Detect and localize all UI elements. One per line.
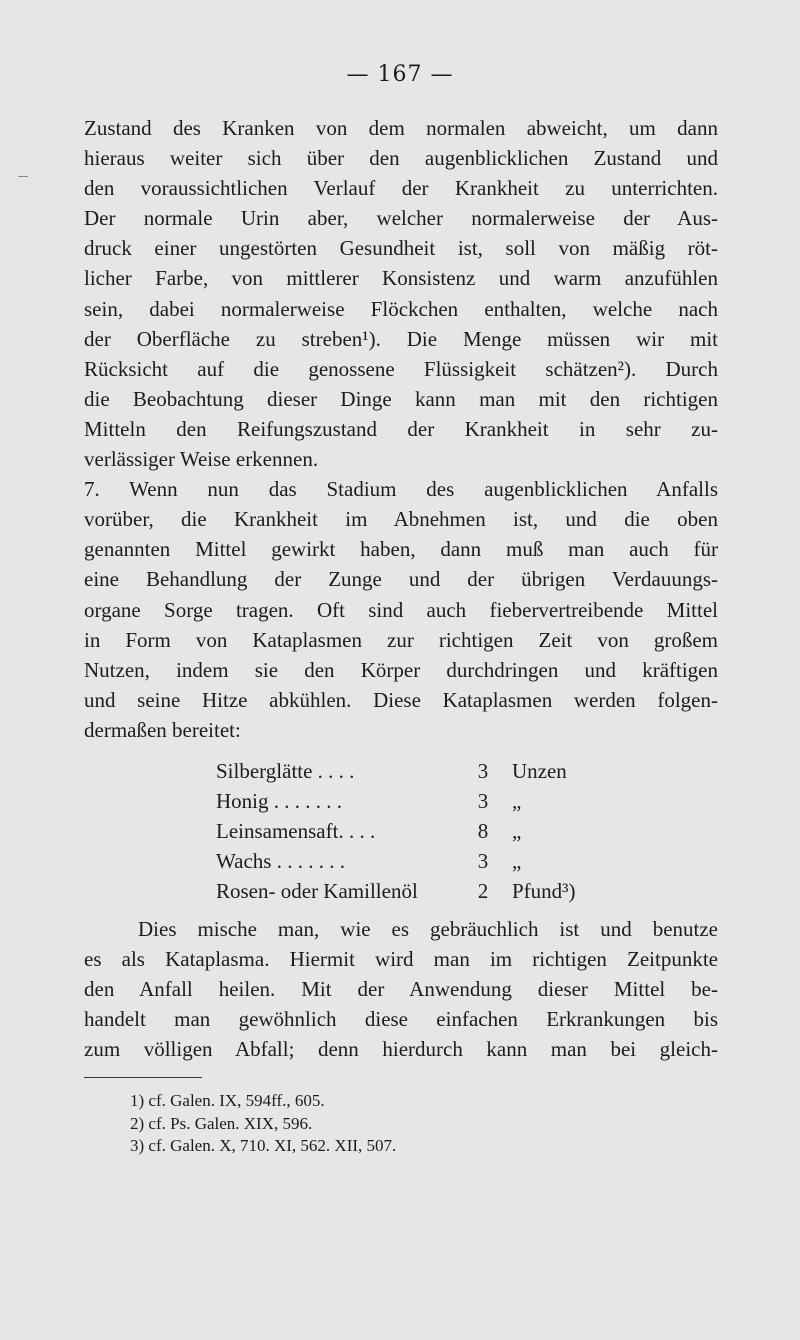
recipe-ingredient: Leinsamensaft. . . . — [216, 819, 376, 844]
text-line: licher Farbe, von mittlerer Konsistenz und warm anzufühlen — [84, 266, 718, 291]
footnote-divider — [84, 1077, 202, 1078]
recipe-amount: 3 — [477, 789, 489, 814]
text-line: handelt man gewöhnlich diese einfachen Erkrankungen bis — [84, 1007, 718, 1032]
text-line: Der normale Urin aber, welcher normalerweise der Aus- — [84, 206, 718, 231]
text-line: den voraussichtlichen Verlauf der Krankheit zu unterrichten. — [84, 176, 718, 201]
margin-mark — [18, 176, 28, 177]
recipe-ingredient: Rosen- oder Kamillenöl — [216, 879, 418, 904]
text-line: es als Kataplasma. Hiermit wird man im richtigen Zeitpunkte — [84, 947, 718, 972]
text-line: Dies mische man, wie es gebräuchlich ist und benutze — [138, 917, 718, 941]
recipe-ingredient: Honig . . . . . . . — [216, 789, 342, 814]
text-line: sein, dabei normalerweise Flöckchen enthalten, welche nach — [84, 296, 718, 321]
recipe-row — [216, 756, 636, 786]
text-line: und seine Hitze abkühlen. Diese Kataplasmen werden folgen- — [84, 687, 718, 712]
text-line: verlässiger Weise erkennen. — [84, 447, 319, 472]
footnotes — [130, 1090, 630, 1158]
text-line: Mitteln den Reifungszustand der Krankheit in sehr zu- — [84, 416, 718, 441]
text-line: Zustand des Kranken von dem normalen abweicht, um dann — [84, 116, 718, 140]
text-line: druck einer ungestörten Gesundheit ist, soll von mäßig röt- — [84, 236, 718, 261]
text-line: zum völligen Abfall; denn hierdurch kann man bei gleich- — [84, 1037, 718, 1062]
text-line: die Beobachtung dieser Dinge kann man mit den richtigen — [84, 386, 718, 411]
main-text — [84, 113, 718, 745]
recipe-unit: „ — [512, 789, 522, 814]
text-line: in Form von Kataplasmen zur richtigen Zeit von großem — [84, 627, 718, 652]
recipe-ingredient: Silberglätte . . . . — [216, 759, 355, 783]
text-line: organe Sorge tragen. Oft sind auch fiebervertreibende Mittel — [84, 597, 718, 622]
recipe-amount: 3 — [477, 759, 489, 783]
section-7-line: 7. Wenn nun das Stadium des augenblicklichen Anfalls — [84, 477, 718, 502]
text-line: eine Behandlung der Zunge und der übrigen Verdauungs- — [84, 567, 718, 592]
recipe-ingredient: Wachs . . . . . . . — [216, 849, 345, 874]
recipe-row — [216, 816, 636, 846]
recipe-amount: 8 — [477, 819, 489, 844]
recipe-row — [216, 846, 636, 876]
text-line: Nutzen, indem sie den Körper durchdringen und kräftigen — [84, 657, 718, 682]
recipe-unit: Pfund³) — [512, 879, 576, 904]
text-line: hieraus weiter sich über den augenblicklichen Zustand und — [84, 146, 718, 171]
footnote: 1) cf. Galen. IX, 594ff., 605. — [130, 1091, 325, 1110]
footnote: 2) cf. Ps. Galen. XIX, 596. — [130, 1113, 313, 1133]
page-number: — 167 — — [346, 62, 454, 87]
recipe-amount: 2 — [477, 879, 489, 904]
text-line: Rücksicht auf die genossene Flüssigkeit schätzen²). Durch — [84, 356, 718, 381]
footnote: 3) cf. Galen. X, 710. XI, 562. XII, 507. — [130, 1136, 397, 1155]
text-line: dermaßen bereitet: — [84, 717, 241, 742]
recipe-row — [216, 786, 636, 816]
recipe-unit: „ — [512, 849, 522, 874]
text-line: vorüber, die Krankheit im Abnehmen ist, und die oben — [84, 507, 718, 532]
text-line: genannten Mittel gewirkt haben, dann muß man auch für — [84, 537, 718, 562]
recipe-amount: 3 — [477, 849, 489, 874]
text-line: der Oberfläche zu streben¹). Die Menge müssen wir mit — [84, 326, 718, 351]
closing-paragraph — [84, 914, 718, 1064]
recipe-table — [216, 756, 636, 906]
recipe-unit: „ — [512, 819, 522, 844]
text-line: den Anfall heilen. Mit der Anwendung dieser Mittel be- — [84, 977, 718, 1002]
recipe-row — [216, 876, 636, 906]
recipe-unit: Unzen — [512, 759, 567, 783]
